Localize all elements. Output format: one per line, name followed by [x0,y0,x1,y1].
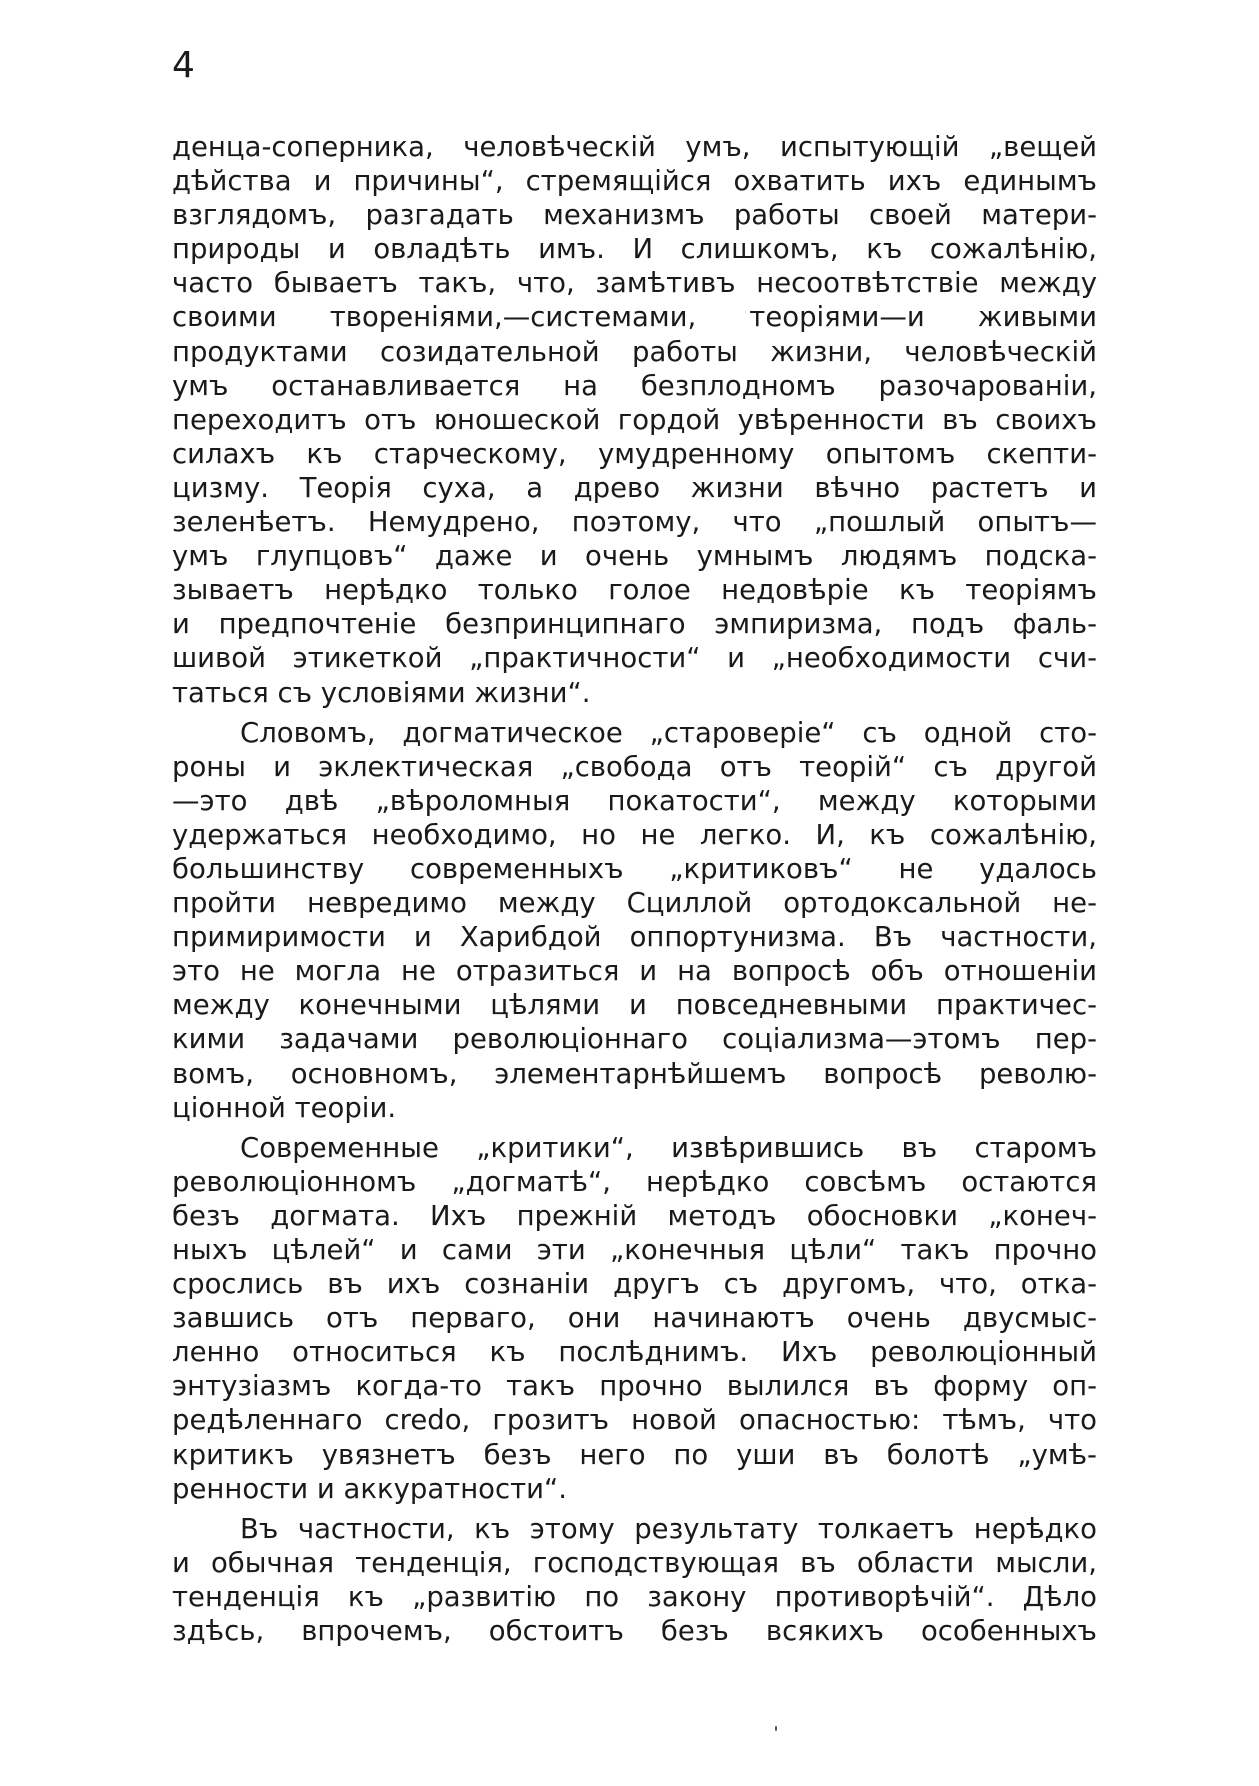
text-line: силахъ къ старческому, умудренному опытомъ скепти- [172,437,1097,470]
text-line: кими задачами революціоннаго соціализма—этомъ пер- [172,1023,1097,1056]
text-line: дѣйства и причины“, стремящійся охватить ихъ единымъ [172,165,1097,198]
page-number: 4 [172,45,195,86]
text-line: революціонномъ „догматѣ“, нерѣдко совсѣмъ остаются [172,1165,1097,1198]
text-line: цизму. Теорія суха, а древо жизни вѣчно растетъ и [172,471,1097,504]
text-line: и предпочтеніе безпринципнаго эмпиризма, подъ фаль- [172,608,1097,641]
scan-speck [775,1726,777,1731]
paragraph-3 [172,1131,1097,1506]
text-line: и обычная тенденція, господствующая въ области мысли, [172,1546,1097,1579]
text-line: ленно относиться къ послѣднимъ. Ихъ революціонный [172,1336,1097,1369]
text-line: срослись въ ихъ сознаніи другъ съ другомъ, что, отка- [172,1268,1097,1301]
text-line: зеленѣетъ. Немудрено, поэтому, что „пошлый опытъ— [172,506,1097,539]
text-line: здѣсь, впрочемъ, обстоитъ безъ всякихъ особенныхъ [172,1615,1097,1648]
text-line: Въ частности, къ этому результату толкаетъ нерѣдко [240,1512,1097,1545]
text-line: денца-соперника, человѣческій умъ, испытующій „вещей [172,131,1097,163]
paragraph-4 [172,1512,1097,1648]
text-line: ныхъ цѣлей“ и сами эти „конечныя цѣли“ такъ прочно [172,1234,1097,1266]
text-line: завшись отъ перваго, они начинаютъ очень двусмыс- [172,1302,1097,1335]
text-line: шивой этикеткой „практичности“ и „необходимости счи- [172,642,1097,675]
text-line: безъ догмата. Ихъ прежній методъ обосновки „конеч- [172,1199,1097,1232]
text-line: таться съ условіями жизни“. [172,676,591,709]
text-line: критикъ увязнетъ безъ него по уши въ болотѣ „умѣ- [172,1438,1097,1471]
text-line: редѣленнаго credo, грозитъ новой опасностью: тѣмъ, что [172,1404,1097,1437]
text-line: ренности и аккуратности“. [172,1472,568,1505]
text-line: умъ глупцовъ“ даже и очень умнымъ людямъ подска- [172,540,1097,573]
text-line: переходитъ отъ юношеской гордой увѣренности въ своихъ [172,403,1097,436]
text-line: часто бываетъ такъ, что, замѣтивъ несоотвѣтствіе между [172,267,1097,300]
paragraph-2 [172,716,1097,1125]
text-line: природы и овладѣть имъ. И слишкомъ, къ сожалѣнію, [172,233,1097,266]
text-line: это не могла не отразиться и на вопросѣ объ отношеніи [172,955,1097,988]
text-line: энтузіазмъ когда-то такъ прочно вылился въ форму оп- [172,1370,1097,1403]
paragraph-1 [172,130,1097,710]
text-line: Современные „критики“, извѣрившись въ старомъ [240,1131,1097,1164]
text-line: между конечными цѣлями и повседневными практичес- [172,989,1097,1022]
text-line: ціонной теоріи. [172,1091,397,1124]
text-line: Словомъ, догматическое „староверіе“ съ одной сто- [240,716,1097,749]
text-line: тенденція къ „развитію по закону противорѣчій“. Дѣло [172,1580,1097,1613]
text-line: удержаться необходимо, но не легко. И, къ сожалѣнію, [172,818,1097,851]
text-line: роны и эклектическая „свобода отъ теорій“ съ другой [172,750,1097,783]
text-line: большинству современныхъ „критиковъ“ не удалось [172,852,1097,885]
text-line: пройти невредимо между Сциллой ортодоксальной не- [172,887,1097,920]
text-line: продуктами созидательной работы жизни, человѣческій [172,335,1097,368]
text-line: зываетъ нерѣдко только голое недовѣріе къ теоріямъ [172,574,1097,607]
body-text [172,130,1097,1654]
text-line: вомъ, основномъ, элементарнѣйшемъ вопросѣ револю- [172,1057,1097,1090]
text-line: умъ останавливается на безплодномъ разочарованіи, [172,369,1097,402]
text-line: своими твореніями,—системами, теоріями—и живыми [172,301,1097,334]
text-line: примиримости и Харибдой оппортунизма. Въ частности, [172,921,1097,954]
text-line: —это двѣ „вѣроломныя покатости“, между которыми [172,784,1097,817]
text-line: взглядомъ, разгадать механизмъ работы своей матери- [172,199,1097,232]
